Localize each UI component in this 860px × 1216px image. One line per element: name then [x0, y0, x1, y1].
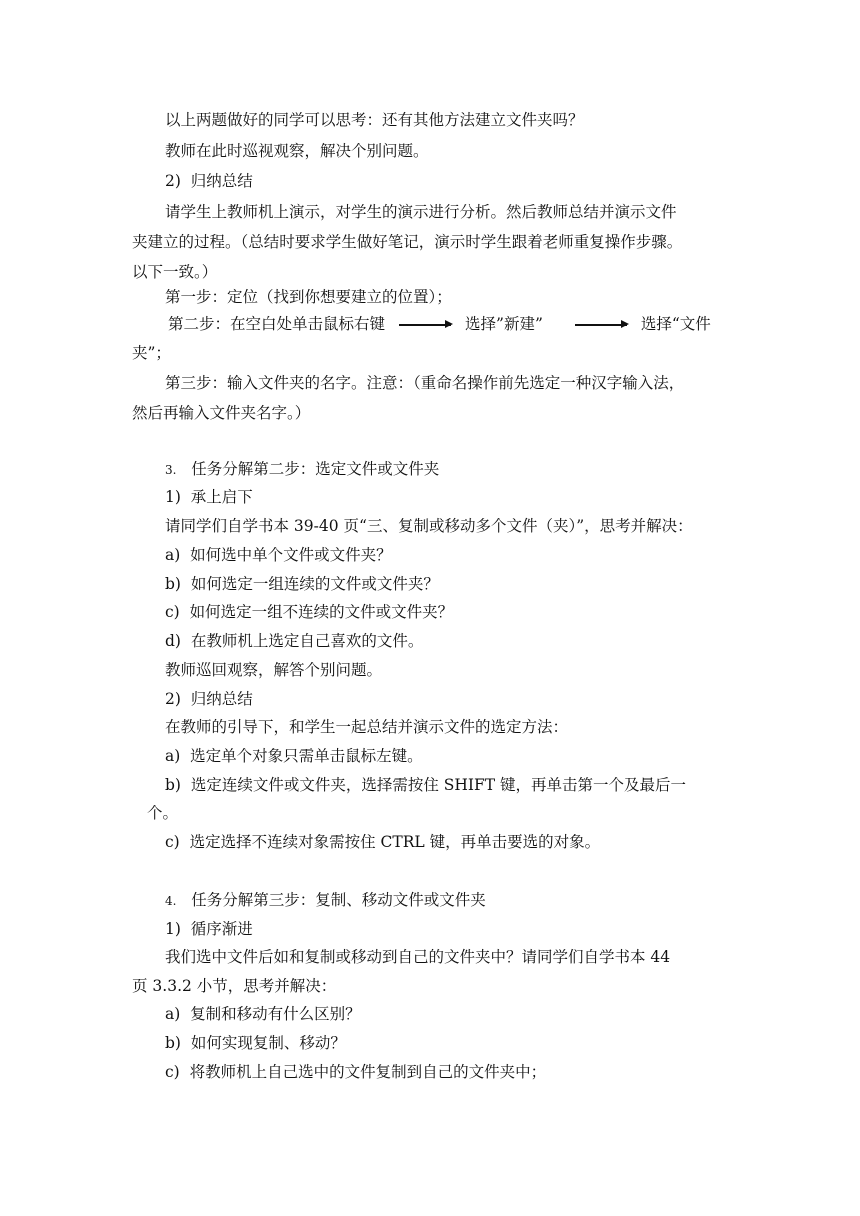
list-text: 复制和移动有什么区别？ — [190, 1005, 361, 1023]
list-item — [165, 832, 600, 852]
paragraph: 以下一致。） — [132, 263, 218, 281]
section-heading — [165, 890, 486, 911]
subheading-text: 循序渐进 — [190, 920, 253, 938]
list-item — [165, 1062, 546, 1082]
paragraph: 页 3.3.2 小节，思考并解决： — [132, 977, 337, 995]
list-item — [165, 574, 439, 594]
paragraph: 请同学们自学书本 39-40 页“三、复制或移动多个文件（夹）”，思考并解决： — [165, 517, 693, 535]
subheading-text: 承上启下 — [190, 488, 253, 506]
list-label: b) — [165, 1034, 181, 1052]
list-item — [165, 775, 686, 795]
list-number: 1) — [165, 920, 181, 938]
section-title: 任务分解第二步：选定文件或文件夹 — [191, 460, 440, 478]
section-heading — [165, 459, 439, 480]
paragraph: 以上两题做好的同学可以思考：还有其他方法建立文件夹吗？ — [165, 111, 584, 129]
step-two-option-folder: 选择“文件 — [640, 315, 711, 333]
paragraph: 在教师的引导下，和学生一起总结并演示文件的选定方法： — [165, 718, 569, 736]
list-label: a) — [165, 1005, 181, 1023]
paragraph: 夹”； — [132, 344, 171, 362]
list-label: c) — [165, 603, 180, 621]
step-two-option-new: 选择”新建” — [465, 315, 543, 333]
right-arrow-icon — [399, 324, 451, 326]
list-item — [165, 746, 423, 766]
subheading — [165, 919, 253, 939]
right-arrow-icon — [575, 324, 627, 326]
paragraph: 个。 — [147, 804, 179, 822]
step-two — [168, 314, 711, 334]
list-text: 如何选定一组连续的文件或文件夹？ — [190, 575, 439, 593]
paragraph: 然后再输入文件夹名字。） — [132, 404, 311, 422]
list-text: 如何选中单个文件或文件夹？ — [190, 546, 392, 564]
paragraph: 教师在此时巡视观察，解决个别问题。 — [165, 142, 429, 160]
subheading — [165, 689, 253, 709]
list-text: 将教师机上自己选中的文件复制到自己的文件夹中； — [189, 1063, 547, 1081]
list-item — [165, 1033, 346, 1053]
list-label: a) — [165, 546, 181, 564]
list-number: 2) — [165, 172, 181, 190]
subheading — [165, 171, 253, 191]
paragraph: 请学生上教师机上演示，对学生的演示进行分析。然后教师总结并演示文件 — [165, 203, 677, 221]
section-number: 3. — [165, 463, 177, 477]
paragraph: 教师巡回观察，解答个别问题。 — [165, 661, 383, 679]
paragraph: 我们选中文件后如和复制或移动到自己的文件夹中？请同学们自学书本 44 — [165, 948, 671, 966]
section-title: 任务分解第三步：复制、移动文件或文件夹 — [191, 891, 486, 909]
paragraph: 夹建立的过程。（总结时要求学生做好笔记，演示时学生跟着老师重复操作步骤。 — [132, 233, 683, 251]
step-one: 第一步：定位（找到你想要建立的位置）； — [165, 288, 452, 306]
list-label: d) — [165, 632, 181, 650]
subheading-text: 归纳总结 — [190, 172, 253, 190]
list-number: 2) — [165, 690, 181, 708]
list-label: c) — [165, 833, 180, 851]
list-text: 选定单个对象只需单击鼠标左键。 — [190, 747, 423, 765]
section-number: 4. — [165, 894, 177, 908]
list-text: 如何实现复制、移动？ — [190, 1034, 346, 1052]
list-item — [165, 1004, 361, 1024]
list-label: c) — [165, 1063, 180, 1081]
step-three: 第三步：输入文件夹的名字。注意：（重命名操作前先选定一种汉字输入法， — [165, 374, 685, 392]
list-text: 选定选择不连续对象需按住 CTRL 键，再单击要选的对象。 — [189, 833, 601, 851]
list-text: 在教师机上选定自己喜欢的文件。 — [190, 632, 424, 650]
subheading-text: 归纳总结 — [190, 690, 253, 708]
list-item — [165, 631, 423, 651]
list-label: a) — [165, 747, 181, 765]
list-number: 1) — [165, 488, 181, 506]
list-item — [165, 602, 453, 622]
list-item — [165, 545, 392, 565]
list-label: b) — [165, 575, 181, 593]
subheading — [165, 487, 253, 507]
list-label: b) — [165, 776, 181, 794]
list-text: 选定连续文件或文件夹，选择需按住 SHIFT 键，再单击第一个及最后一 — [190, 776, 687, 794]
list-text: 如何选定一组不连续的文件或文件夹？ — [189, 603, 454, 621]
step-two-text: 第二步：在空白处单击鼠标右键 — [168, 315, 386, 333]
